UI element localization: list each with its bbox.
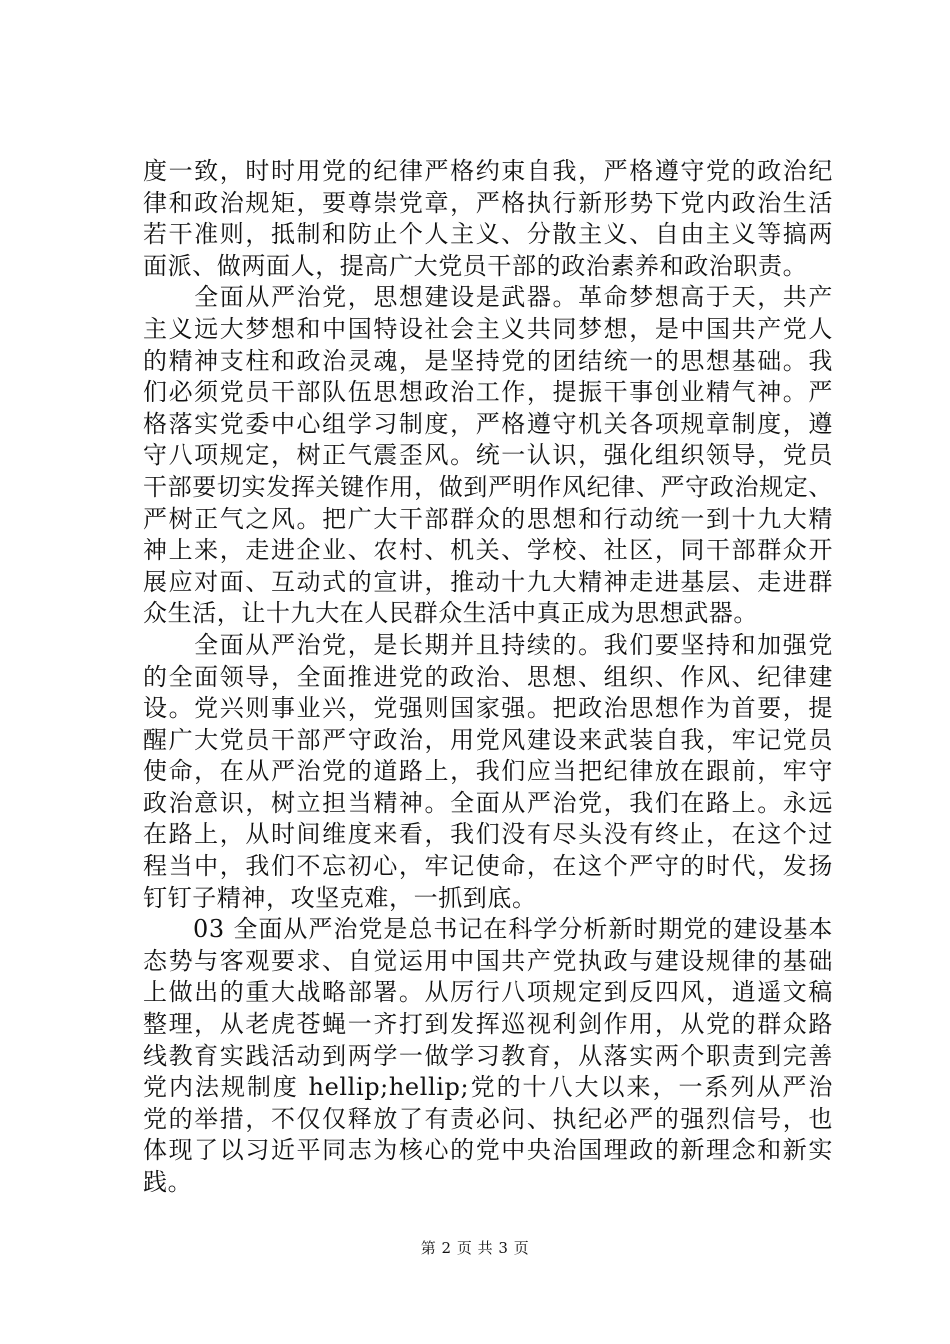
text-line: 醒广大党员干部严守政治，用党风建设来武装自我，牢记党员 xyxy=(143,725,833,754)
text-line: 们必须党员干部队伍思想政治工作，提振干事创业精气神。严 xyxy=(143,378,833,407)
text-line: 度一致，时时用党的纪律严格约束自我，严格遵守党的政治纪 xyxy=(143,157,833,185)
text-line: 律和政治规矩，要尊崇党章，严格执行新形势下党内政治生活 xyxy=(143,188,833,217)
text-line: 严树正气之风。把广大干部群众的思想和行动统一到十九大精 xyxy=(143,504,833,533)
text-line: 众生活，让十九大在人民群众生活中真正成为思想武器。 xyxy=(143,599,758,628)
text-line: 的全面领导，全面推进党的政治、思想、组织、作风、纪律建 xyxy=(143,662,833,691)
text-line: 若干准则，抵制和防止个人主义、分散主义、自由主义等搞两 xyxy=(143,220,833,249)
page-footer: 第 2 页 共 3 页 xyxy=(420,1239,530,1257)
text-line: 面派、做两面人，提高广大党员干部的政治素养和政治职责。 xyxy=(143,251,808,280)
text-line: 设。党兴则事业兴，党强则国家强。把政治思想作为首要，提 xyxy=(143,694,833,723)
text-line: 主义远大梦想和中国特设社会主义共同梦想，是中国共产党人 xyxy=(143,314,833,343)
text-line: 践。 xyxy=(143,1168,193,1196)
text-line: 政治意识，树立担当精神。全面从严治党，我们在路上。永远 xyxy=(143,788,833,817)
text-line: 钉钉子精神，攻坚克难，一抓到底。 xyxy=(143,883,537,912)
text-line: 整理，从老虎苍蝇一齐打到发挥巡视利剑作用，从党的群众路 xyxy=(143,1010,833,1039)
text-line: 在路上，从时间维度来看，我们没有尽头没有终止，在这个过 xyxy=(143,820,833,849)
text-line: 格落实党委中心组学习制度，严格遵守机关各项规章制度，遵 xyxy=(143,409,833,438)
text-line: 党内法规制度 hellip;hellip;党的十八大以来，一系列从严治 xyxy=(143,1073,833,1102)
text-line: 03 全面从严治党是总书记在科学分析新时期党的建设基本 xyxy=(143,915,833,944)
text-line: 体现了以习近平同志为核心的党中央治国理政的新理念和新实 xyxy=(143,1136,833,1165)
text-line: 全面从严治党，思想建设是武器。革命梦想高于天，共产 xyxy=(143,283,833,312)
text-line: 态势与客观要求、自觉运用中国共产党执政与建设规律的基础 xyxy=(143,946,833,975)
text-line: 干部要切实发挥关键作用，做到严明作风纪律、严守政治规定、 xyxy=(143,472,833,501)
text-line: 党的举措，不仅仅释放了有责必问、执纪必严的强烈信号，也 xyxy=(143,1104,833,1133)
text-line: 线教育实践活动到两学一做学习教育，从落实两个职责到完善 xyxy=(143,1041,833,1070)
text-line: 上做出的重大战略部署。从厉行八项规定到反四风，逍遥文稿 xyxy=(143,978,833,1007)
text-line: 神上来，走进企业、农村、机关、学校、社区，同干部群众开 xyxy=(143,536,833,565)
text-line: 全面从严治党，是长期并且持续的。我们要坚持和加强党 xyxy=(143,630,833,659)
text-line: 的精神支柱和政治灵魂，是坚持党的团结统一的思想基础。我 xyxy=(143,346,833,375)
text-line: 展应对面、互动式的宣讲，推动十九大精神走进基层、走进群 xyxy=(143,567,833,596)
document-body xyxy=(143,156,833,1199)
text-line: 守八项规定，树正气震歪风。统一认识，强化组织领导，党员 xyxy=(143,441,833,470)
text-line: 使命，在从严治党的道路上，我们应当把纪律放在跟前，牢守 xyxy=(143,757,833,786)
text-line: 程当中，我们不忘初心，牢记使命，在这个严守的时代，发扬 xyxy=(143,852,833,881)
